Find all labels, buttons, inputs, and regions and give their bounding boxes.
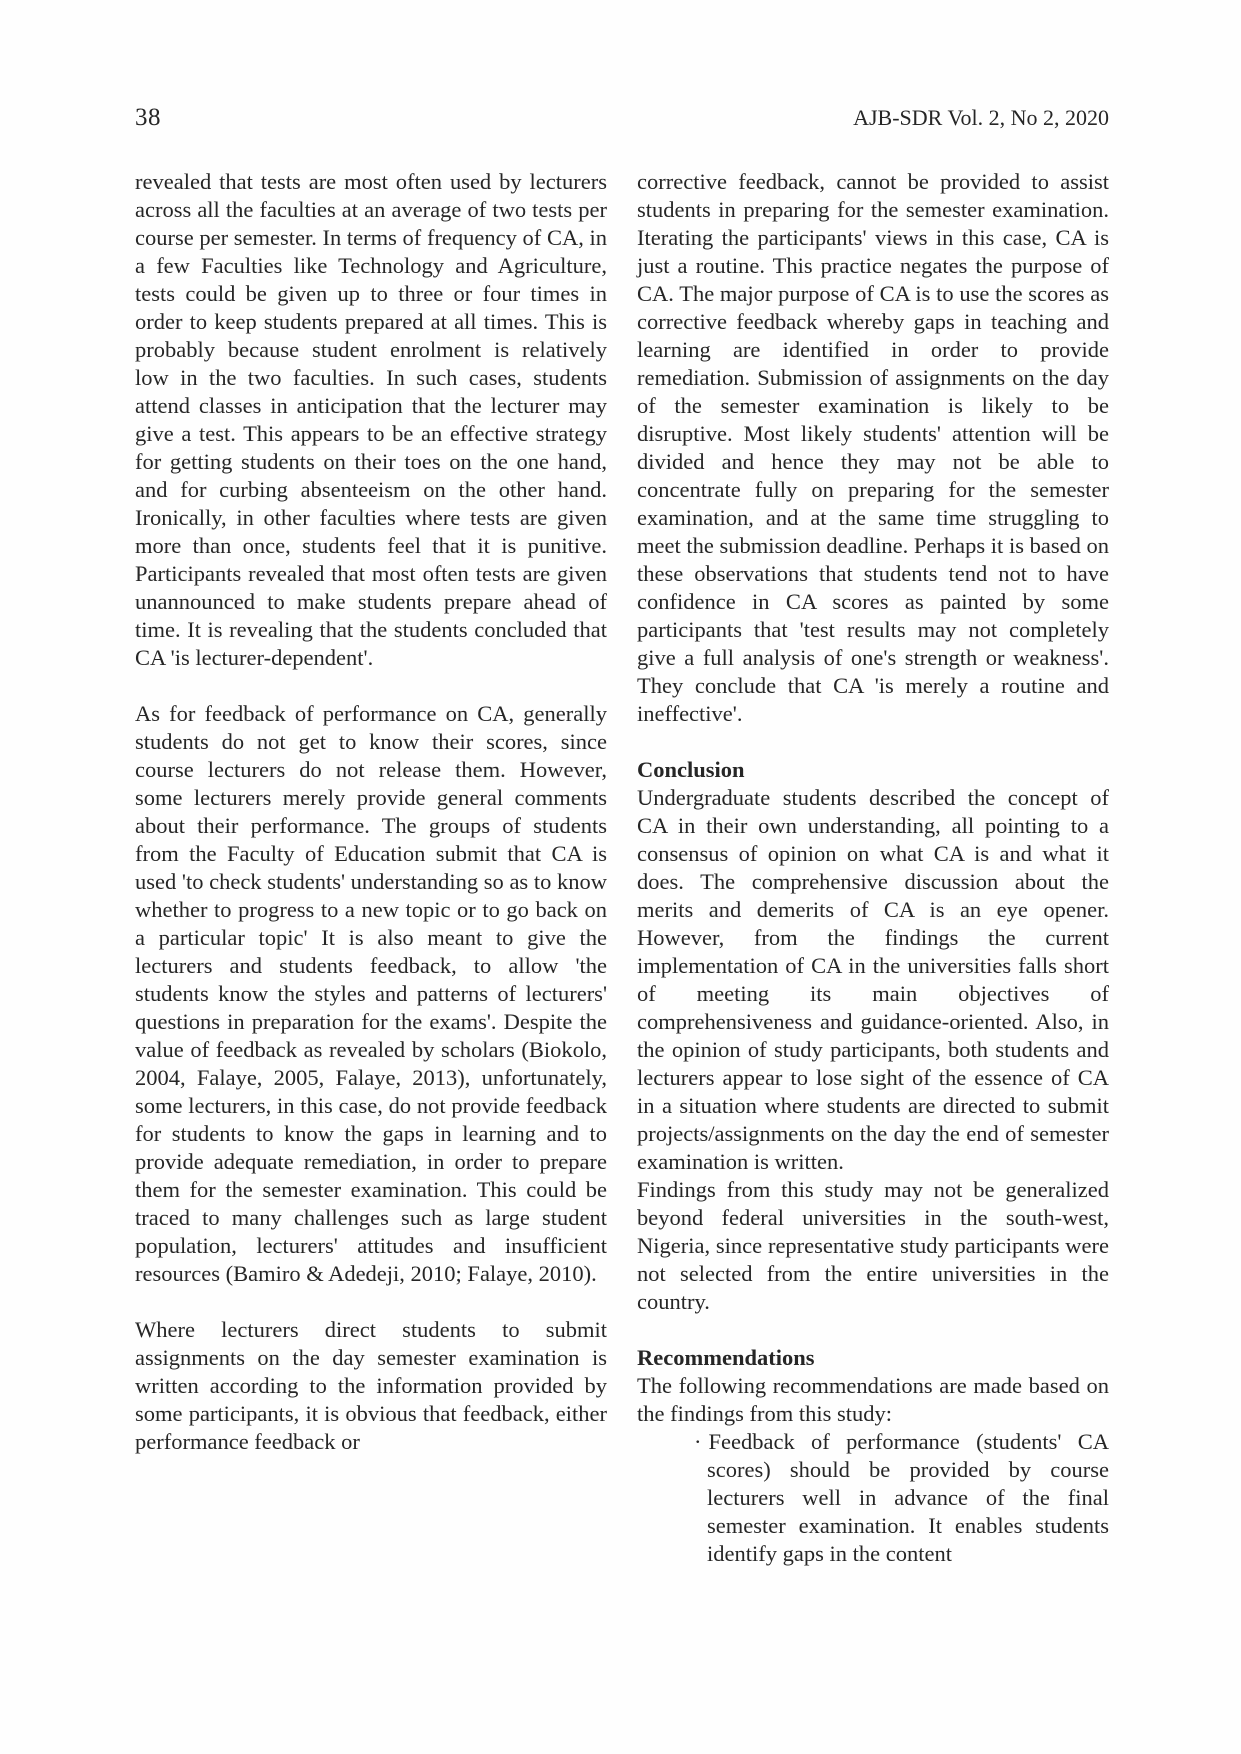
recommendations-intro: The following recommendations are made based on the findings from this study:	[637, 1373, 1109, 1426]
page-number: 38	[135, 104, 161, 131]
conclusion-paragraph-2: Findings from this study may not be generalized beyond federal universities in the south-west, Nigeria, since representative study participants were not selected from the entire universities in the country.	[637, 1177, 1109, 1314]
recommendations-heading: Recommendations	[637, 1345, 815, 1370]
journal-reference: AJB-SDR Vol. 2, No 2, 2020	[853, 105, 1109, 130]
right-column	[637, 168, 1109, 1568]
page-header	[135, 104, 1109, 132]
conclusion-heading: Conclusion	[637, 757, 745, 782]
recommendation-item	[637, 1428, 1109, 1568]
paragraph-feedback-performance: As for feedback of performance on CA, generally students do not get to know their scores, since course lecturers do not release them. However, some lecturers merely provide general comments about their performance. The groups of students from the Faculty of Education submit that CA is used 'to check students' understanding so as to know whether to progress to a new topic or to go back on a particular topic' It is also meant to give the lecturers and students feedback, to allow 'the students know the styles and patterns of lecturers' questions in preparation for the exams'. Despite the value of feedback as revealed by scholars (Biokolo, 2004, Falaye, 2005, Falaye, 2013), unfortunately, some lecturers, in this case, do not provide feedback for students to know the gaps in learning and to provide adequate remediation, in order to prepare them for the semester examination. This could be traced to many challenges such as large student population, lecturers' attitudes and insufficient resources (Bamiro & Adedeji, 2010; Falaye, 2010).	[135, 701, 607, 1286]
bullet-marker: ·	[694, 1429, 702, 1454]
paragraph-corrective-feedback: corrective feedback, cannot be provided to assist students in preparing for the semester examination. Iterating the participants' views in this case, CA is just a routine. This practice negates the purpose of CA. The major purpose of CA is to use the scores as corrective feedback whereby gaps in teaching and learning are identified in order to provide remediation. Submission of assignments on the day of the semester examination is likely to be disruptive. Most likely students' attention will be divided and hence they may not be able to concentrate fully on preparing for the semester examination, and at the same time struggling to meet the submission deadline. Perhaps it is based on these observations that students tend not to have confidence in CA scores as painted by some participants that 'test results may not completely give a full analysis of one's strength or weakness'. They conclude that CA 'is merely a routine and ineffective'.	[637, 169, 1109, 726]
left-column	[135, 168, 607, 1568]
recommendation-text: Feedback of performance (students' CA scores) should be provided by course lecturers well in advance of the final semester examination. It enables students identify gaps in the content	[707, 1429, 1109, 1566]
conclusion-paragraph-1: Undergraduate students described the concept of CA in their own understanding, all pointing to a consensus of opinion on what CA is and what it does. The comprehensive discussion about the merits and demerits of CA is an eye opener. However, from the findings the current implementation of CA in the universities falls short of meeting its main objectives of comprehensiveness and guidance-oriented. Also, in the opinion of study participants, both students and lecturers appear to lose sight of the essence of CA in a situation where students are directed to submit projects/assignments on the day the end of semester examination is written.	[637, 785, 1109, 1174]
paragraph-test-frequency: revealed that tests are most often used by lecturers across all the faculties at an average of two tests per course per semester. In terms of frequency of CA, in a few Faculties like Technology and Agriculture, tests could be given up to three or four times in order to keep students prepared at all times. This is probably because student enrolment is relatively low in the two faculties. In such cases, students attend classes in anticipation that the lecturer may give a test. This appears to be an effective strategy for getting students on their toes on the one hand, and for curbing absenteeism on the other hand. Ironically, in other faculties where tests are given more than once, students feel that it is punitive. Participants revealed that most often tests are given unannounced to make students prepare ahead of time. It is revealing that the students concluded that CA 'is lecturer-dependent'.	[135, 169, 607, 670]
paragraph-assignment-submission: Where lecturers direct students to submit assignments on the day semester examination is written according to the information provided by some participants, it is obvious that feedback, either performance feedback or	[135, 1317, 607, 1454]
article-body	[135, 168, 1109, 1568]
